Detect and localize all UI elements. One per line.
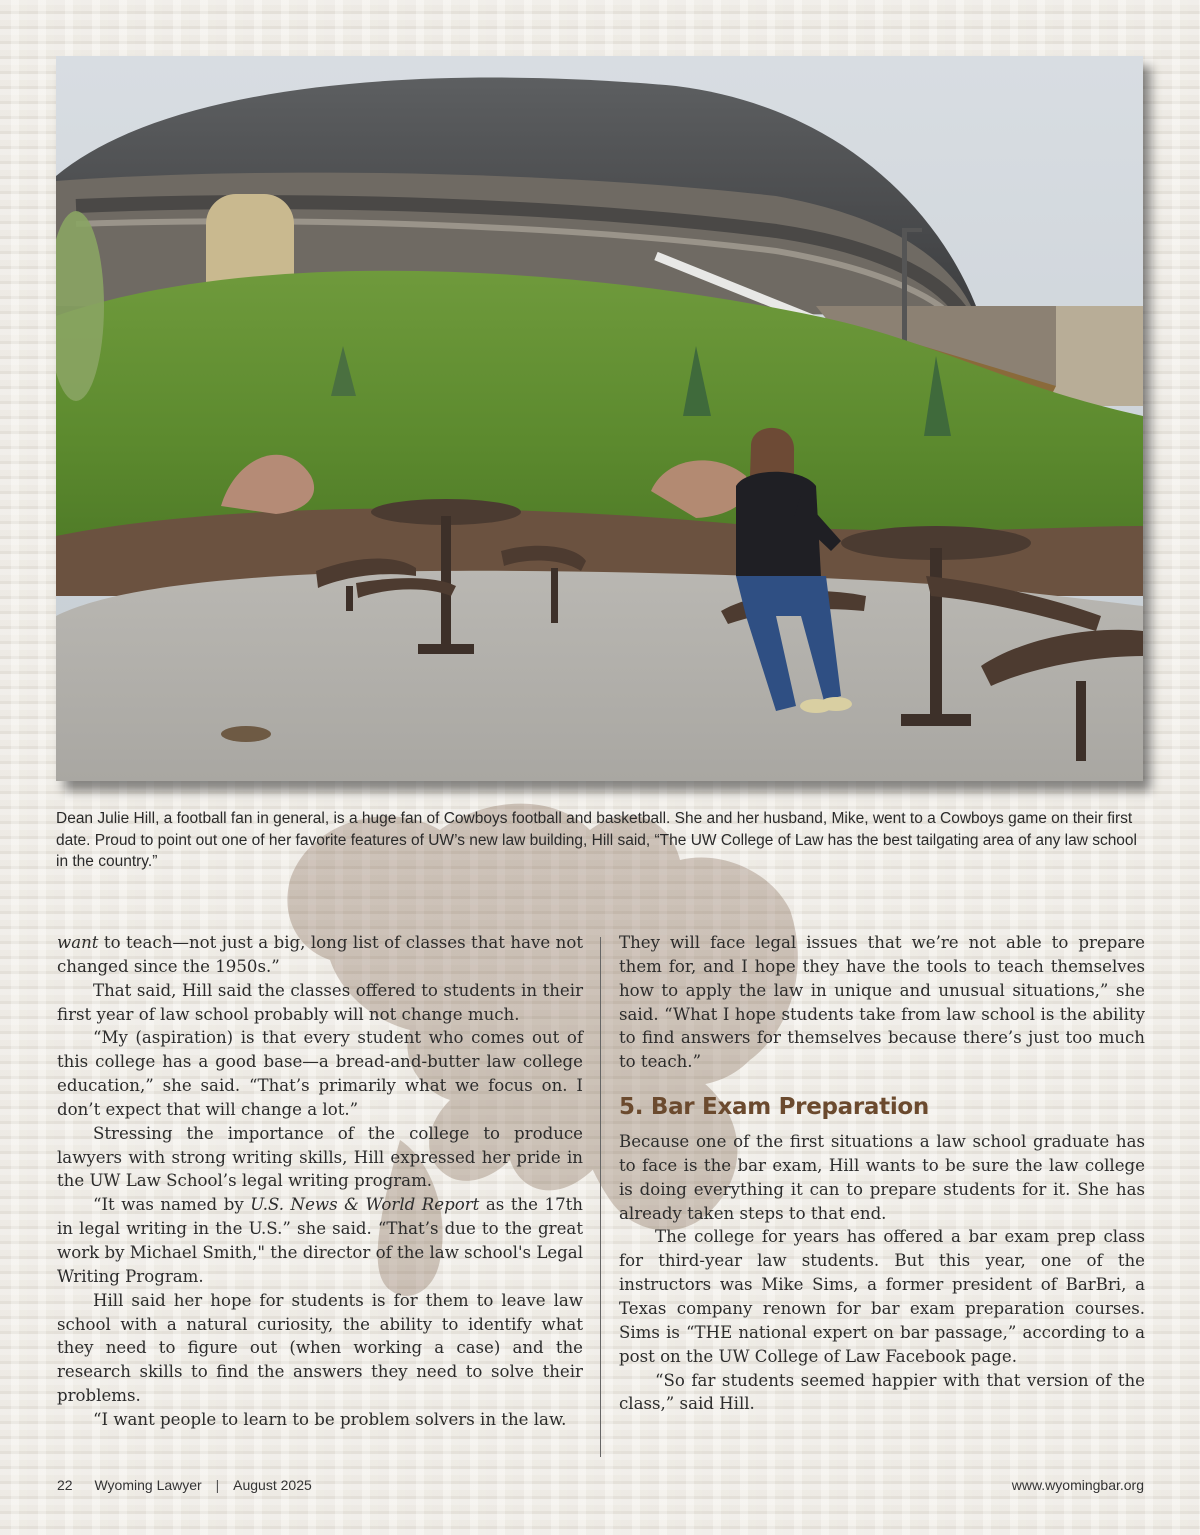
feature-photo bbox=[56, 56, 1143, 781]
paragraph: That said, Hill said the classes offered to students in their first year of law school probably will not change much. bbox=[57, 980, 583, 1024]
publication-title: U.S. News & World Report bbox=[250, 1195, 480, 1215]
paragraph-text: as the 17th in legal writing in the U.S.” she said. “That’s due to the great work by Michael Smith," the director of the law school's Legal Writing Program. bbox=[57, 1195, 583, 1286]
column-divider bbox=[600, 937, 601, 1457]
page-number: 22 bbox=[57, 1477, 73, 1493]
section-heading: 5. Bar Exam Preparation bbox=[619, 1094, 929, 1121]
footer-website: www.wyomingbar.org bbox=[1011, 1477, 1144, 1493]
paragraph: Because one of the first situations a law school graduate has to face is the bar exam, Hill wants to be sure the law college is doing everything it can to prepare students for it. She has already taken steps to that end. bbox=[619, 1132, 1145, 1223]
paragraph: “So far students seemed happier with that version of the class,” said Hill. bbox=[619, 1370, 1145, 1414]
paragraph: “I want people to learn to be problem solvers in the law. bbox=[93, 1409, 567, 1429]
paragraph: Stressing the importance of the college to produce lawyers with strong writing skills, Hill expressed her pride in the UW Law School’s legal writing program. bbox=[57, 1123, 583, 1191]
paragraph: “My (aspiration) is that every student who comes out of this college has a good base—a bread-and-butter law college education,” she said. “That’s primarily what we focus on. I don’t expect that will change a lot.” bbox=[57, 1028, 583, 1119]
footer-separator: | bbox=[215, 1477, 220, 1493]
footer-folio bbox=[57, 1477, 312, 1493]
italic-text: want bbox=[57, 933, 99, 952]
paragraph: They will face legal issues that we’re not able to prepare them for, and I hope they have the tools to teach themselves how to apply the law in unique and unusual situations,” she said. “What I hope students take from law school is the ability to find answers for themselves because there’s just too much to teach.” bbox=[619, 933, 1145, 1072]
paragraph: Hill said her hope for students is for them to leave law school with a natural curiosity, the ability to identify what they need to figure out (when working a case) and the research skills to find the answers they need to solve their problems. bbox=[57, 1290, 583, 1406]
article-column-left bbox=[57, 931, 583, 1432]
photo-caption: Dean Julie Hill, a football fan in general, is a huge fan of Cowboys football and basketball. She and her husband, Mike, went to a Cowboys game on their first date. Proud to point out one of her favorite features of UW’s new law building, Hill said, “The UW College of Law has the best tailgating area of any law school in the country.” bbox=[56, 810, 1137, 870]
paragraph-text: “It was named by bbox=[93, 1195, 251, 1215]
paragraph bbox=[57, 931, 583, 979]
photo-dean-hill-patio bbox=[56, 56, 1143, 781]
issue-date: August 2025 bbox=[233, 1477, 312, 1493]
publication-name: Wyoming Lawyer bbox=[94, 1477, 202, 1493]
paragraph: The college for years has offered a bar exam prep class for third-year law students. But this year, one of the instructors was Mike Sims, a former president of BarBri, a Texas company renown for bar exam preparation courses. Sims is “THE national expert on bar passage,” according to a post on the UW College of Law Facebook page. bbox=[619, 1227, 1145, 1366]
paragraph bbox=[57, 1193, 583, 1288]
article-column-right bbox=[619, 931, 1145, 1416]
paragraph-text: to teach—not just a big, long list of classes that have not changed since the 1950s.” bbox=[57, 933, 583, 976]
